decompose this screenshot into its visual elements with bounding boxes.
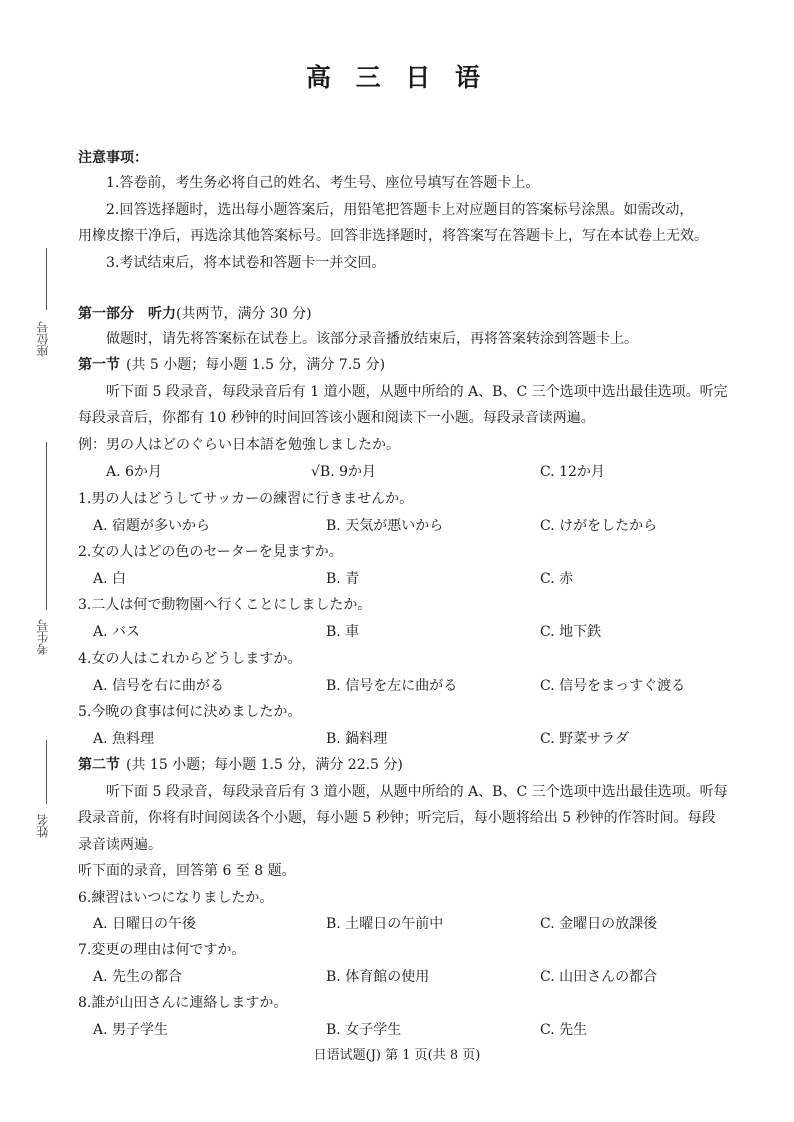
notice-item-2-cont: 用橡皮擦干净后，再选涂其他答案标号。回答非选择题时，将答案写在答题卡上，写在本试卷上无效。 xyxy=(78,228,708,244)
example-option-c: C. 12か月 xyxy=(540,464,605,480)
section2-instruction: 听下面 5 段录音，每段录音后有 3 道小题，从题中所给的 A、B、C 三个选项中选出最佳选项。听每 xyxy=(106,784,728,800)
section2-instruction-cont: 段录音前，你将有时间阅读各个小题，每小题 5 秒钟；听完后，每小题将给出 5 秒钟的作答时间。每段 xyxy=(78,810,716,826)
example-option-a: A. 6か月 xyxy=(106,464,162,480)
section2-heading-note: (共 15 小题；每小题 1.5 分，满分 22.5 分) xyxy=(126,757,403,773)
question-6: 6.練習はいつになりましたか。 xyxy=(78,890,274,906)
question-7-option-b: B. 体育館の使用 xyxy=(326,969,430,985)
question-6-option-b: B. 土曜日の午前中 xyxy=(326,916,444,932)
page-footer: 日语试题(J) 第 1 页(共 8 页) xyxy=(313,1048,481,1063)
notice-item-3: 3.考试结束后，将本试卷和答题卡一并交回。 xyxy=(106,255,386,271)
part1-heading-note: (共两节，满分 30 分) xyxy=(176,306,312,322)
seat-number-label: 座位号 xyxy=(36,321,50,357)
question-7: 7.変更の理由は何ですか。 xyxy=(78,942,246,958)
notice-item-2: 2.回答选择题时，选出每小题答案后，用铅笔把答题卡上对应题目的答案标号涂黑。如需改动， xyxy=(106,202,694,218)
question-3-option-b: B. 車 xyxy=(326,624,360,640)
name-line xyxy=(46,740,47,804)
question-1-option-b: B. 天気が悪いから xyxy=(326,518,444,534)
name-label: 姓名 xyxy=(36,814,50,838)
part1-instruction: 做题时，请先将答案标在试卷上。该部分录音播放结束后，再将答案转涂到答题卡上。 xyxy=(106,331,638,347)
question-4-option-c: C. 信号をまっすぐ渡る xyxy=(540,678,686,694)
question-3-option-c: C. 地下鉄 xyxy=(540,624,602,640)
page-title: 高 三 日 语 xyxy=(305,63,489,92)
question-1: 1.男の人はどうしてサッカーの練習に行きませんか。 xyxy=(78,491,414,507)
question-1-option-c: C. けがをしたから xyxy=(540,518,658,534)
exam-number-label: 考生号 xyxy=(36,619,50,655)
question-1-option-a: A. 宿題が多いから xyxy=(93,518,211,534)
question-2: 2.女の人はどの色のセーターを見ますか。 xyxy=(78,544,343,560)
question-4-option-a: A. 信号を右に曲がる xyxy=(93,678,225,694)
example-option-b: √B. 9か月 xyxy=(311,464,377,480)
question-6-option-c: C. 金曜日の放課後 xyxy=(540,916,658,932)
question-2-option-a: A. 白 xyxy=(93,571,127,587)
section1-instruction-cont: 每段录音后，你都有 10 秒钟的时间回答该小题和阅读下一小题。每段录音读两遍。 xyxy=(78,410,595,426)
section2-heading-row xyxy=(78,756,794,774)
section1-instruction: 听下面 5 段录音，每段录音后有 1 道小题，从题中所给的 A、B、C 三个选项中选出最佳选项。听完 xyxy=(106,384,728,400)
exam-number-line xyxy=(46,442,47,610)
question-2-option-c: C. 赤 xyxy=(540,571,574,587)
question-3: 3.二人は何で動物園へ行くことにしましたか。 xyxy=(78,597,372,613)
group-intro: 听下面的录音，回答第 6 至 8 题。 xyxy=(78,863,296,879)
part1-heading-row xyxy=(78,305,794,323)
question-2-option-b: B. 青 xyxy=(326,571,360,587)
question-5: 5.今晩の食事は何に決めましたか。 xyxy=(78,704,302,720)
question-7-option-a: A. 先生の都合 xyxy=(93,969,183,985)
example-question: 例：男の人はどのぐらい日本語を勉強しましたか。 xyxy=(78,437,400,453)
question-4-option-b: B. 信号を左に曲がる xyxy=(326,678,458,694)
question-6-option-a: A. 日曜日の午後 xyxy=(93,916,197,932)
question-5-option-c: C. 野菜サラダ xyxy=(540,731,629,747)
section1-heading-note: (共 5 小题；每小题 1.5 分，满分 7.5 分) xyxy=(126,357,386,373)
part1-heading: 第一部分 听力 xyxy=(78,306,176,322)
question-3-option-a: A. バス xyxy=(93,624,141,640)
seat-number-line xyxy=(46,248,47,310)
question-5-option-a: A. 魚料理 xyxy=(93,731,155,747)
notice-heading: 注意事项： xyxy=(78,150,148,166)
question-7-option-c: C. 山田さんの都合 xyxy=(540,969,658,985)
section1-heading: 第一节 xyxy=(78,357,120,373)
question-8: 8.誰が山田さんに連絡しますか。 xyxy=(78,995,288,1011)
question-4: 4.女の人はこれからどうしますか。 xyxy=(78,651,302,667)
section2-heading: 第二节 xyxy=(78,757,120,773)
section2-instruction-end: 录音读两遍。 xyxy=(78,837,162,853)
question-8-option-b: B. 女子学生 xyxy=(326,1022,402,1038)
notice-item-1: 1.答卷前，考生务必将自己的姓名、考生号、座位号填写在答题卡上。 xyxy=(106,175,540,191)
question-8-option-a: A. 男子学生 xyxy=(93,1022,169,1038)
question-8-option-c: C. 先生 xyxy=(540,1022,588,1038)
question-5-option-b: B. 鍋料理 xyxy=(326,731,388,747)
section1-heading-row xyxy=(78,356,794,374)
